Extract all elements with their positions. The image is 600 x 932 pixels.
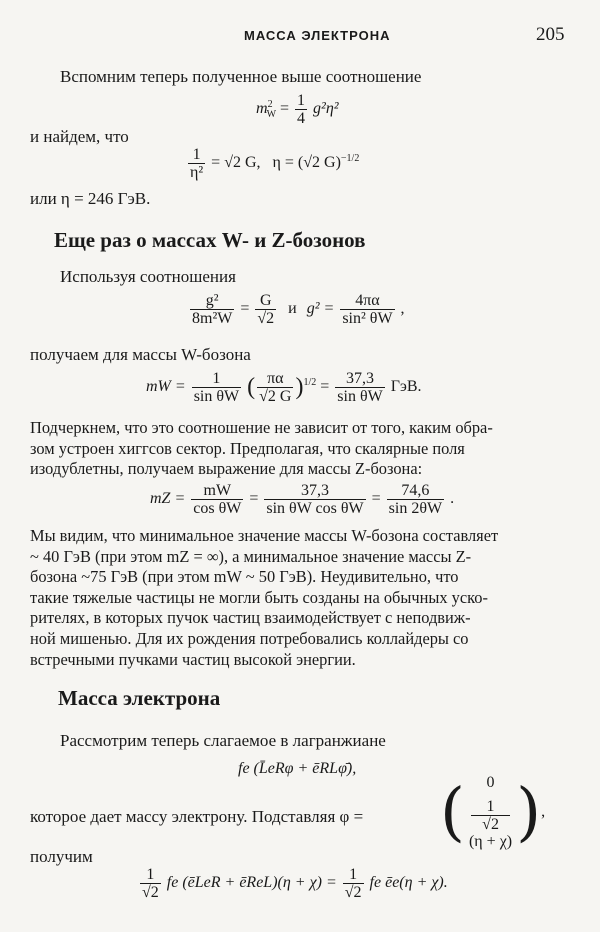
eq-rhs: g² =: [306, 300, 335, 318]
paragraph: или η = 246 ГэВ.: [30, 189, 151, 208]
fraction: [295, 92, 307, 127]
equation-5: [150, 482, 454, 517]
numerator: mW: [191, 482, 243, 500]
eq-operator: =: [249, 490, 259, 508]
fraction: [387, 482, 444, 517]
text-line: встречными пучками частиц высокой энергии.: [30, 649, 356, 669]
fraction: [255, 292, 276, 327]
paren-open: (: [440, 775, 465, 850]
denominator: √2: [142, 884, 159, 901]
paragraph: которое дает массу электрону. Подставляя φ =: [30, 807, 364, 826]
equation-2: [186, 146, 359, 181]
eq-tail: fe ēe(η + χ).: [369, 874, 448, 892]
text-line: ~ 40 ГэВ (при этом mZ = ∞), а минимальное значение массы Z-: [30, 546, 472, 566]
paragraph: Рассмотрим теперь слагаемое в лагранжиане: [60, 731, 386, 750]
denominator: √2: [344, 884, 362, 901]
numerator: 74,6: [387, 482, 444, 500]
denominator: sin² θW: [342, 310, 393, 327]
text-line: Мы видим, что минимальное значение массы W-бозона составляет: [30, 526, 499, 545]
eq-rhs: = √2 G,: [211, 154, 261, 172]
denominator: 8m²W: [192, 310, 233, 327]
page-number: 205: [536, 24, 565, 45]
numerator: πα: [257, 370, 293, 388]
fraction: [191, 482, 243, 517]
paragraph: и найдем, что: [30, 127, 129, 146]
eq-exponent: 1/2: [303, 376, 317, 388]
eq-symbol: m: [256, 100, 268, 118]
numerator: 1: [140, 866, 161, 884]
fraction: [190, 292, 234, 327]
eq-operator: =: [371, 490, 381, 508]
eq-operator: =: [280, 100, 290, 118]
eq-punct: .: [450, 490, 455, 508]
denominator: 4: [297, 110, 306, 127]
denominator: cos θW: [193, 500, 242, 517]
equation-6: fe (L̄eRφ + ēRLφ̄),: [238, 760, 357, 777]
numerator: 1: [297, 92, 306, 109]
numerator: G: [255, 292, 276, 310]
vector-tail: (η + χ): [468, 833, 513, 850]
eq-sup: 2: [267, 98, 273, 110]
text-line: такие тяжелые частицы не могли быть созданы на обычных уско-: [30, 587, 488, 607]
equation-3: [188, 292, 405, 327]
eq-unit: ГэВ.: [390, 378, 422, 396]
eq-punct: ,: [541, 803, 546, 821]
vector-entries: [469, 774, 512, 851]
fraction: [192, 370, 241, 405]
eq-connector: и: [288, 300, 297, 318]
denominator: sin θW cos θW: [266, 500, 364, 517]
higgs-vector: [440, 774, 545, 851]
paragraph: Вспомним теперь полученное выше соотношение: [60, 67, 422, 86]
vector-bottom: [469, 798, 512, 851]
numerator: 1: [192, 370, 241, 388]
paren-close: ): [516, 775, 542, 850]
fraction: [335, 370, 384, 405]
numerator: g²: [190, 292, 234, 310]
numerator: 1: [471, 798, 510, 816]
fraction: [264, 482, 365, 517]
equation-1: [256, 92, 339, 127]
text-line: ной мишенью. Для их рождения потребовались коллайдеры со: [30, 628, 469, 648]
eq-middle: fe (ēLeR + ēReL)(η + χ) =: [166, 874, 337, 892]
eq-sub: W: [266, 109, 277, 121]
denominator: √2: [257, 310, 275, 327]
eq-lhs: mW =: [146, 378, 186, 396]
fraction: [343, 866, 364, 901]
paragraph: Используя соотношения: [60, 267, 236, 286]
eq-operator: =: [240, 300, 250, 318]
fraction: [340, 292, 394, 327]
page-header: [0, 24, 600, 48]
eq-rhs: η = (√2 G): [272, 154, 341, 172]
eq-exponent: −1/2: [340, 152, 360, 164]
denominator: sin 2θW: [388, 500, 443, 517]
denominator: sin θW: [193, 388, 240, 405]
numerator: 1: [188, 146, 205, 164]
eq-operator: =: [320, 378, 330, 396]
fraction: [140, 866, 161, 901]
numerator: 37,3: [264, 482, 365, 500]
running-title: МАССА ЭЛЕКТРОНА: [244, 28, 391, 43]
numerator: 1: [343, 866, 364, 884]
eq-punct: ,: [400, 300, 405, 318]
denominator: √2 G: [259, 388, 292, 405]
fraction: [188, 146, 205, 181]
fraction: [257, 370, 293, 405]
paragraph: получаем для массы W-бозона: [30, 345, 251, 364]
text-line: зом устроен хиггсов сектор. Предполагая, что скалярные поля: [30, 438, 465, 458]
numerator: 37,3: [335, 370, 384, 388]
text-line: бозона ~75 ГэВ (при этом mW ~ 50 ГэВ). Неудивительно, что: [30, 567, 459, 587]
paragraph: [30, 526, 566, 670]
numerator: 4πα: [340, 292, 394, 310]
equation-4: mW = $\frac{1}{\text{sin θW}}$ ( $\frac{\pi\alpha}{√2 G}$ )$^{1/2}$ = $\frac{37,3}{\text{sin θW}}$ ГэВ.: [146, 370, 422, 405]
eq-rhs: g²η²: [313, 100, 339, 118]
section-heading: Еще раз о массах W- и Z-бозонов: [54, 228, 366, 252]
paragraph: получим: [30, 847, 93, 866]
vector-top: 0: [486, 774, 495, 791]
denominator: sin θW: [337, 388, 383, 405]
equation-7: [138, 866, 448, 901]
denominator: √2: [482, 816, 499, 833]
paragraph: [30, 418, 566, 480]
eq-lhs: mZ =: [150, 490, 186, 508]
text-line: рителях, в которых пучок частиц взаимодействует с неподвиж-: [30, 608, 471, 628]
text-line: Подчеркнем, что это соотношение не зависит от того, каким обра-: [30, 418, 493, 437]
denominator: η²: [190, 164, 204, 181]
fraction: [471, 798, 510, 833]
section-heading: Масса электрона: [58, 686, 221, 710]
text-line: изодублетны, получаем выражение для массы Z-бозона:: [30, 459, 423, 479]
